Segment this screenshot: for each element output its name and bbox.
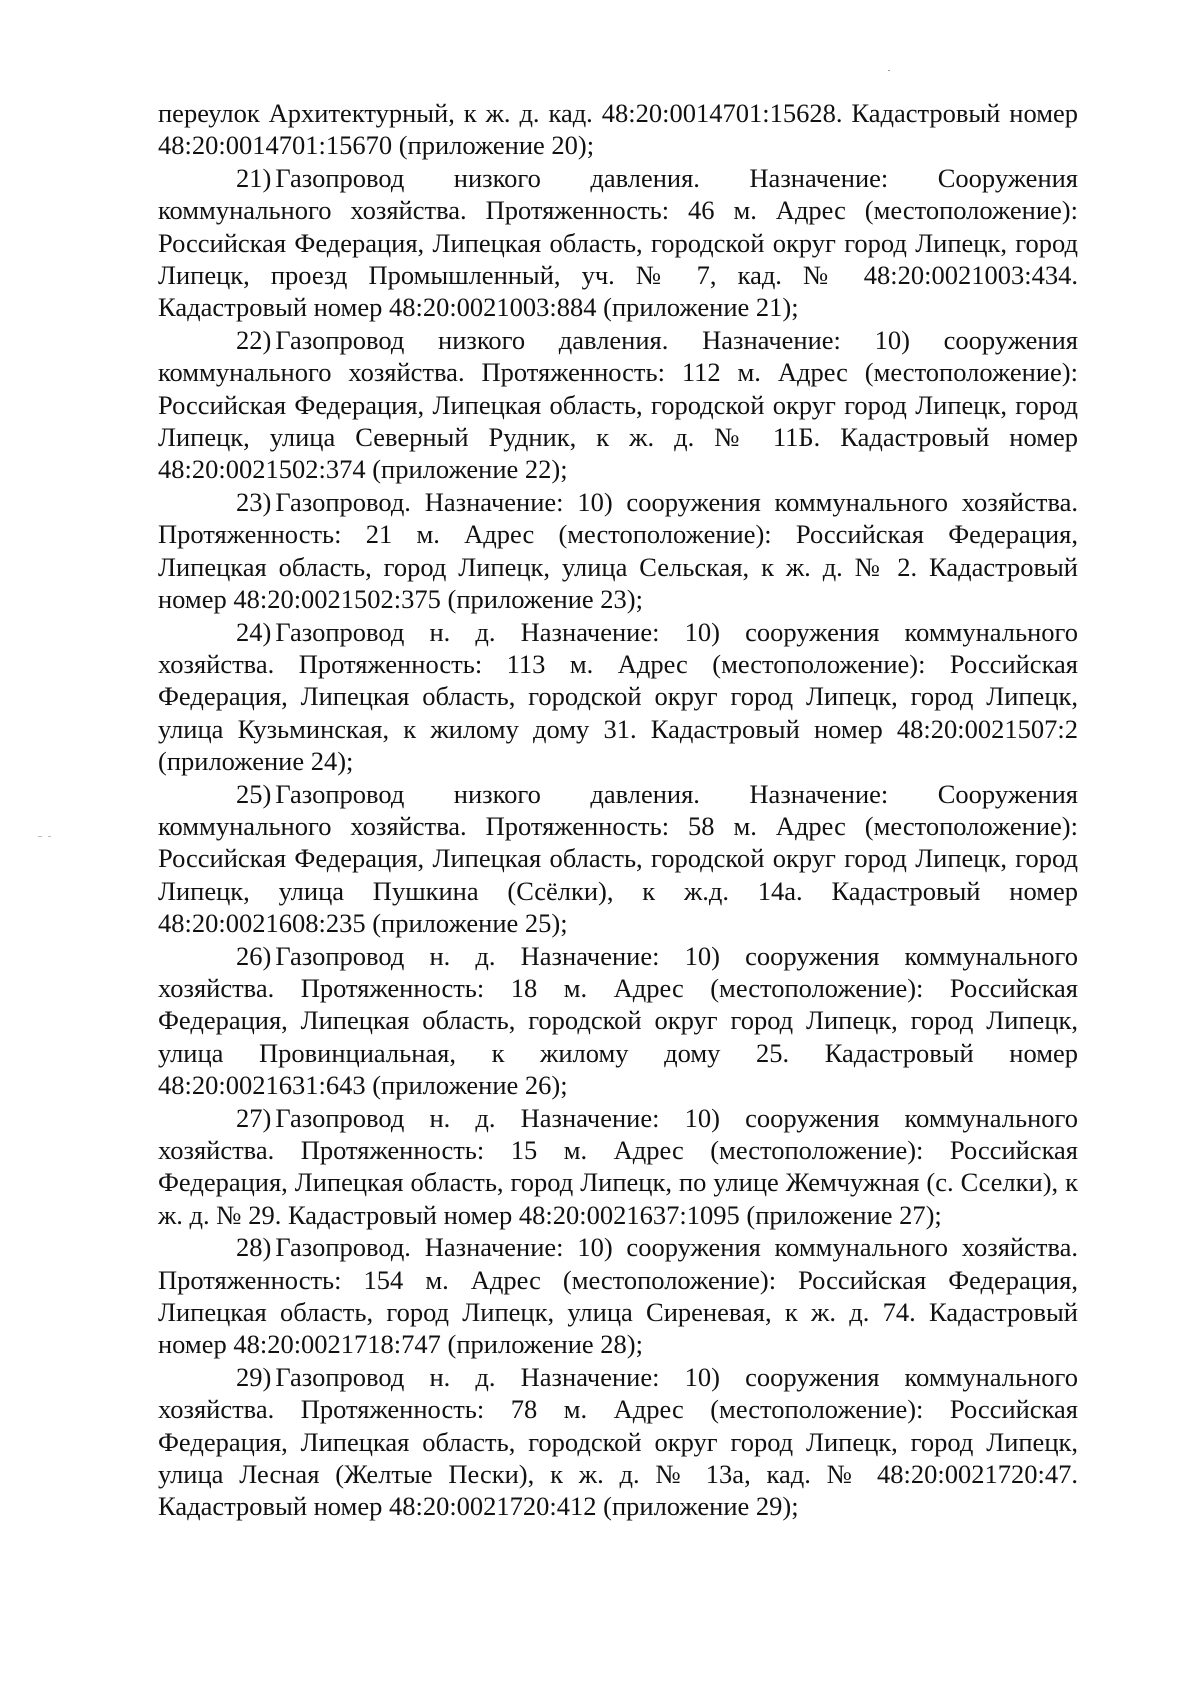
list-item — [158, 162, 1078, 324]
item-text: Газопровод низкого давления. Назначение: Сооружения коммунального хозяйства. Протяженность: 46 м. Адрес (местоположение): Российская Федерация, Липецкая область, городской округ город Липецк, город Липецк, проезд Промышленный, уч. № 7, кад. № 48:20:0021003:434. Кадастровый номер 48:20:0021003:884 (приложение 21); — [158, 162, 1078, 323]
item-text: Газопровод н. д. Назначение: 10) сооружения коммунального хозяйства. Протяженность: 78 м. Адрес (местоположение): Российская Федерация, Липецкая область, городской округ город Липецк, город Липецк, улица Лесная (Желтые Пески), к ж. д. № 13а, кад. № 48:20:0021720:47. Кадастровый номер 48:20:0021720:412 (приложение 29); — [158, 1361, 1078, 1522]
continuation-paragraph: переулок Архитектурный, к ж. д. кад. 48:20:0014701:15628. Кадастровый номер 48:20:0014701:15670 (приложение 20); — [158, 98, 1078, 161]
scan-speck — [38, 836, 42, 837]
list-item — [158, 1231, 1078, 1361]
list-item — [158, 1361, 1078, 1523]
list-item — [158, 778, 1078, 940]
item-text: Газопровод. Назначение: 10) сооружения коммунального хозяйства. Протяженность: 154 м. Адрес (местоположение): Российская Федерация, Липецкая область, город Липецк, улица Сиреневая, к ж. д. 74. Кадастровый номер 48:20:0021718:747 (приложение 28); — [158, 1232, 1078, 1360]
item-number: 25) — [236, 778, 272, 809]
item-text: Газопровод н. д. Назначение: 10) сооружения коммунального хозяйства. Протяженность: 18 м. Адрес (местоположение): Российская Федерация, Липецкая область, городской округ город Липецк, город Липецк, улица Провинциальная, к жилому дому 25. Кадастровый номер 48:20:0021631:643 (приложение 26); — [158, 940, 1078, 1101]
list-item — [158, 486, 1078, 616]
item-number: 24) — [236, 616, 272, 647]
item-number: 23) — [236, 486, 272, 517]
scan-speck — [888, 70, 890, 71]
list-item — [158, 940, 1078, 1102]
item-number: 21) — [236, 162, 272, 193]
item-number: 28) — [236, 1232, 272, 1263]
item-number: 27) — [236, 1102, 272, 1133]
list-item — [158, 324, 1078, 486]
item-number: 26) — [236, 940, 272, 971]
item-text: Газопровод н. д. Назначение: 10) сооружения коммунального хозяйства. Протяженность: 113 м. Адрес (местоположение): Российская Федерация, Липецкая область, городской округ город Липецк, город Липецк, улица Кузьминская, к жилому дому 31. Кадастровый номер 48:20:0021507:2 (приложение 24); — [158, 616, 1078, 777]
item-text: Газопровод низкого давления. Назначение: 10) сооружения коммунального хозяйства. Протяженность: 112 м. Адрес (местоположение): Российская Федерация, Липецкая область, городской округ город Липецк, город Липецк, улица Северный Рудник, к ж. д. № 11Б. Кадастровый номер 48:20:0021502:374 (приложение 22); — [158, 324, 1078, 485]
scan-speck — [48, 836, 51, 837]
list-item — [158, 1102, 1078, 1232]
list-item — [158, 616, 1078, 778]
item-number: 22) — [236, 324, 272, 355]
item-text: Газопровод. Назначение: 10) сооружения коммунального хозяйства. Протяженность: 21 м. Адрес (местоположение): Российская Федерация, Липецкая область, город Липецк, улица Сельская, к ж. д. № 2. Кадастровый номер 48:20:0021502:375 (приложение 23); — [158, 486, 1078, 615]
item-text: Газопровод низкого давления. Назначение: Сооружения коммунального хозяйства. Протяженность: 58 м. Адрес (местоположение): Российская Федерация, Липецкая область, городской округ город Липецк, город Липецк, улица Пушкина (Ссёлки), к ж.д. 14а. Кадастровый номер 48:20:0021608:235 (приложение 25); — [158, 778, 1078, 939]
document-body — [158, 97, 1078, 1523]
item-number: 29) — [236, 1361, 272, 1392]
item-text: Газопровод н. д. Назначение: 10) сооружения коммунального хозяйства. Протяженность: 15 м. Адрес (местоположение): Российская Федерация, Липецкая область, город Липецк, по улице Жемчужная (с. Сселки), к ж. д. № 29. Кадастровый номер 48:20:0021637:1095 (приложение 27); — [158, 1102, 1078, 1230]
